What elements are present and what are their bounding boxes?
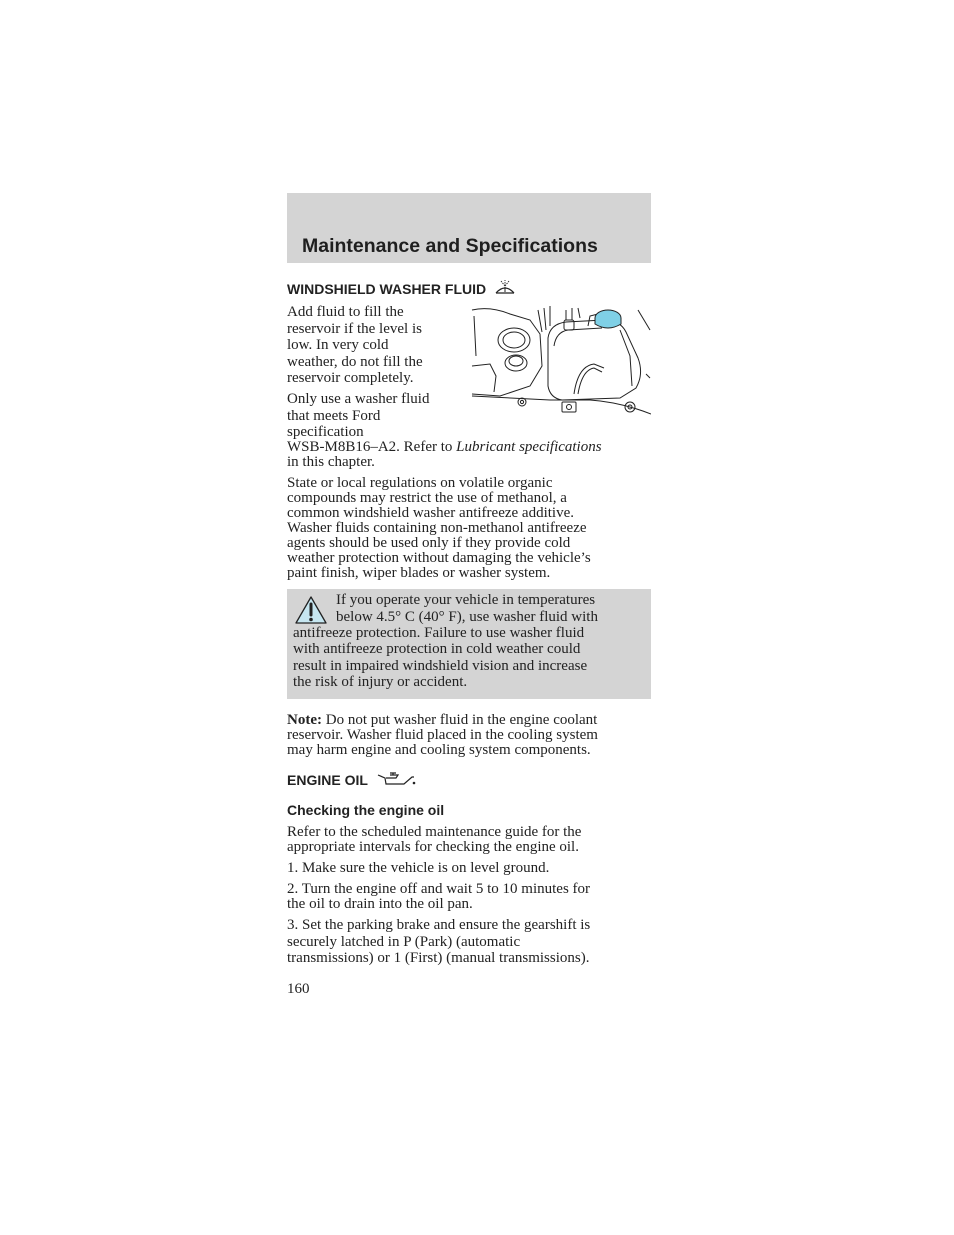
oil-step-2: 2. Turn the engine off and wait 5 to 10 minutes for the oil to drain into the oil pan. xyxy=(287,881,591,912)
warning-text-line: If you operate your vehicle in temperatures xyxy=(336,592,596,608)
chapter-header xyxy=(287,193,651,263)
washer-fluid-icon xyxy=(493,279,517,300)
note-label: Note: xyxy=(287,712,322,728)
section-heading-washer xyxy=(287,279,517,300)
warning-text-line: below 4.5° C (40° F), use washer fluid with xyxy=(336,609,598,625)
coolant-note: Note: Do not put washer fluid in the engine coolant reservoir. Washer fluid placed in the cooling system may harm engine and cooling system components. xyxy=(287,712,598,758)
oil-can-icon xyxy=(376,771,416,790)
oil-heading-text: ENGINE OIL xyxy=(287,772,368,788)
chapter-title: Maintenance and Specifications xyxy=(302,235,598,257)
oil-step-3: 3. Set the parking brake and ensure the gearshift is securely latched in P (Park) (automatic transmissions) or 1 (First) (manual transmissions). xyxy=(287,917,591,966)
warning-text-line: the risk of injury or accident. xyxy=(293,674,468,690)
warning-text-line: antifreeze protection. Failure to use washer fluid xyxy=(293,625,585,641)
page-number: 160 xyxy=(287,981,310,997)
warning-text-line: result in impaired windshield vision and increase xyxy=(293,658,588,674)
section-heading-oil xyxy=(287,771,416,790)
oil-subheading: Checking the engine oil xyxy=(287,802,445,818)
washer-paragraph-2: Only use a washer fluid that meets Ford specification WSB-M8B16–A2. Refer to Lubricant specifications in this chapter. xyxy=(287,391,602,470)
washer-heading-text: WINDSHIELD WASHER FLUID xyxy=(287,281,487,297)
washer-paragraph-3: State or local regulations on volatile organic compounds may restrict the use of methanol, a common windshield washer antifreeze additive. Washer fluids containing non-methanol antifreeze agents should be used only if they provide cold weather protection without damaging the vehicle’s paint finish, wiper blades or washer system. xyxy=(287,475,591,581)
oil-intro: Refer to the scheduled maintenance guide for the appropriate intervals for checking the engine oil. xyxy=(287,824,582,855)
warning-text-line: with antifreeze protection in cold weather could xyxy=(293,641,581,657)
washer-paragraph-1: Add fluid to fill the reservoir if the level is low. In very cold weather, do not fill the reservoir completely. xyxy=(287,304,423,386)
oil-step-1: 1. Make sure the vehicle is on level ground. xyxy=(287,860,550,876)
washer-reservoir-illustration xyxy=(470,306,651,416)
lubricant-spec-reference: Lubricant specifications xyxy=(456,439,602,455)
warning-box xyxy=(287,589,651,699)
